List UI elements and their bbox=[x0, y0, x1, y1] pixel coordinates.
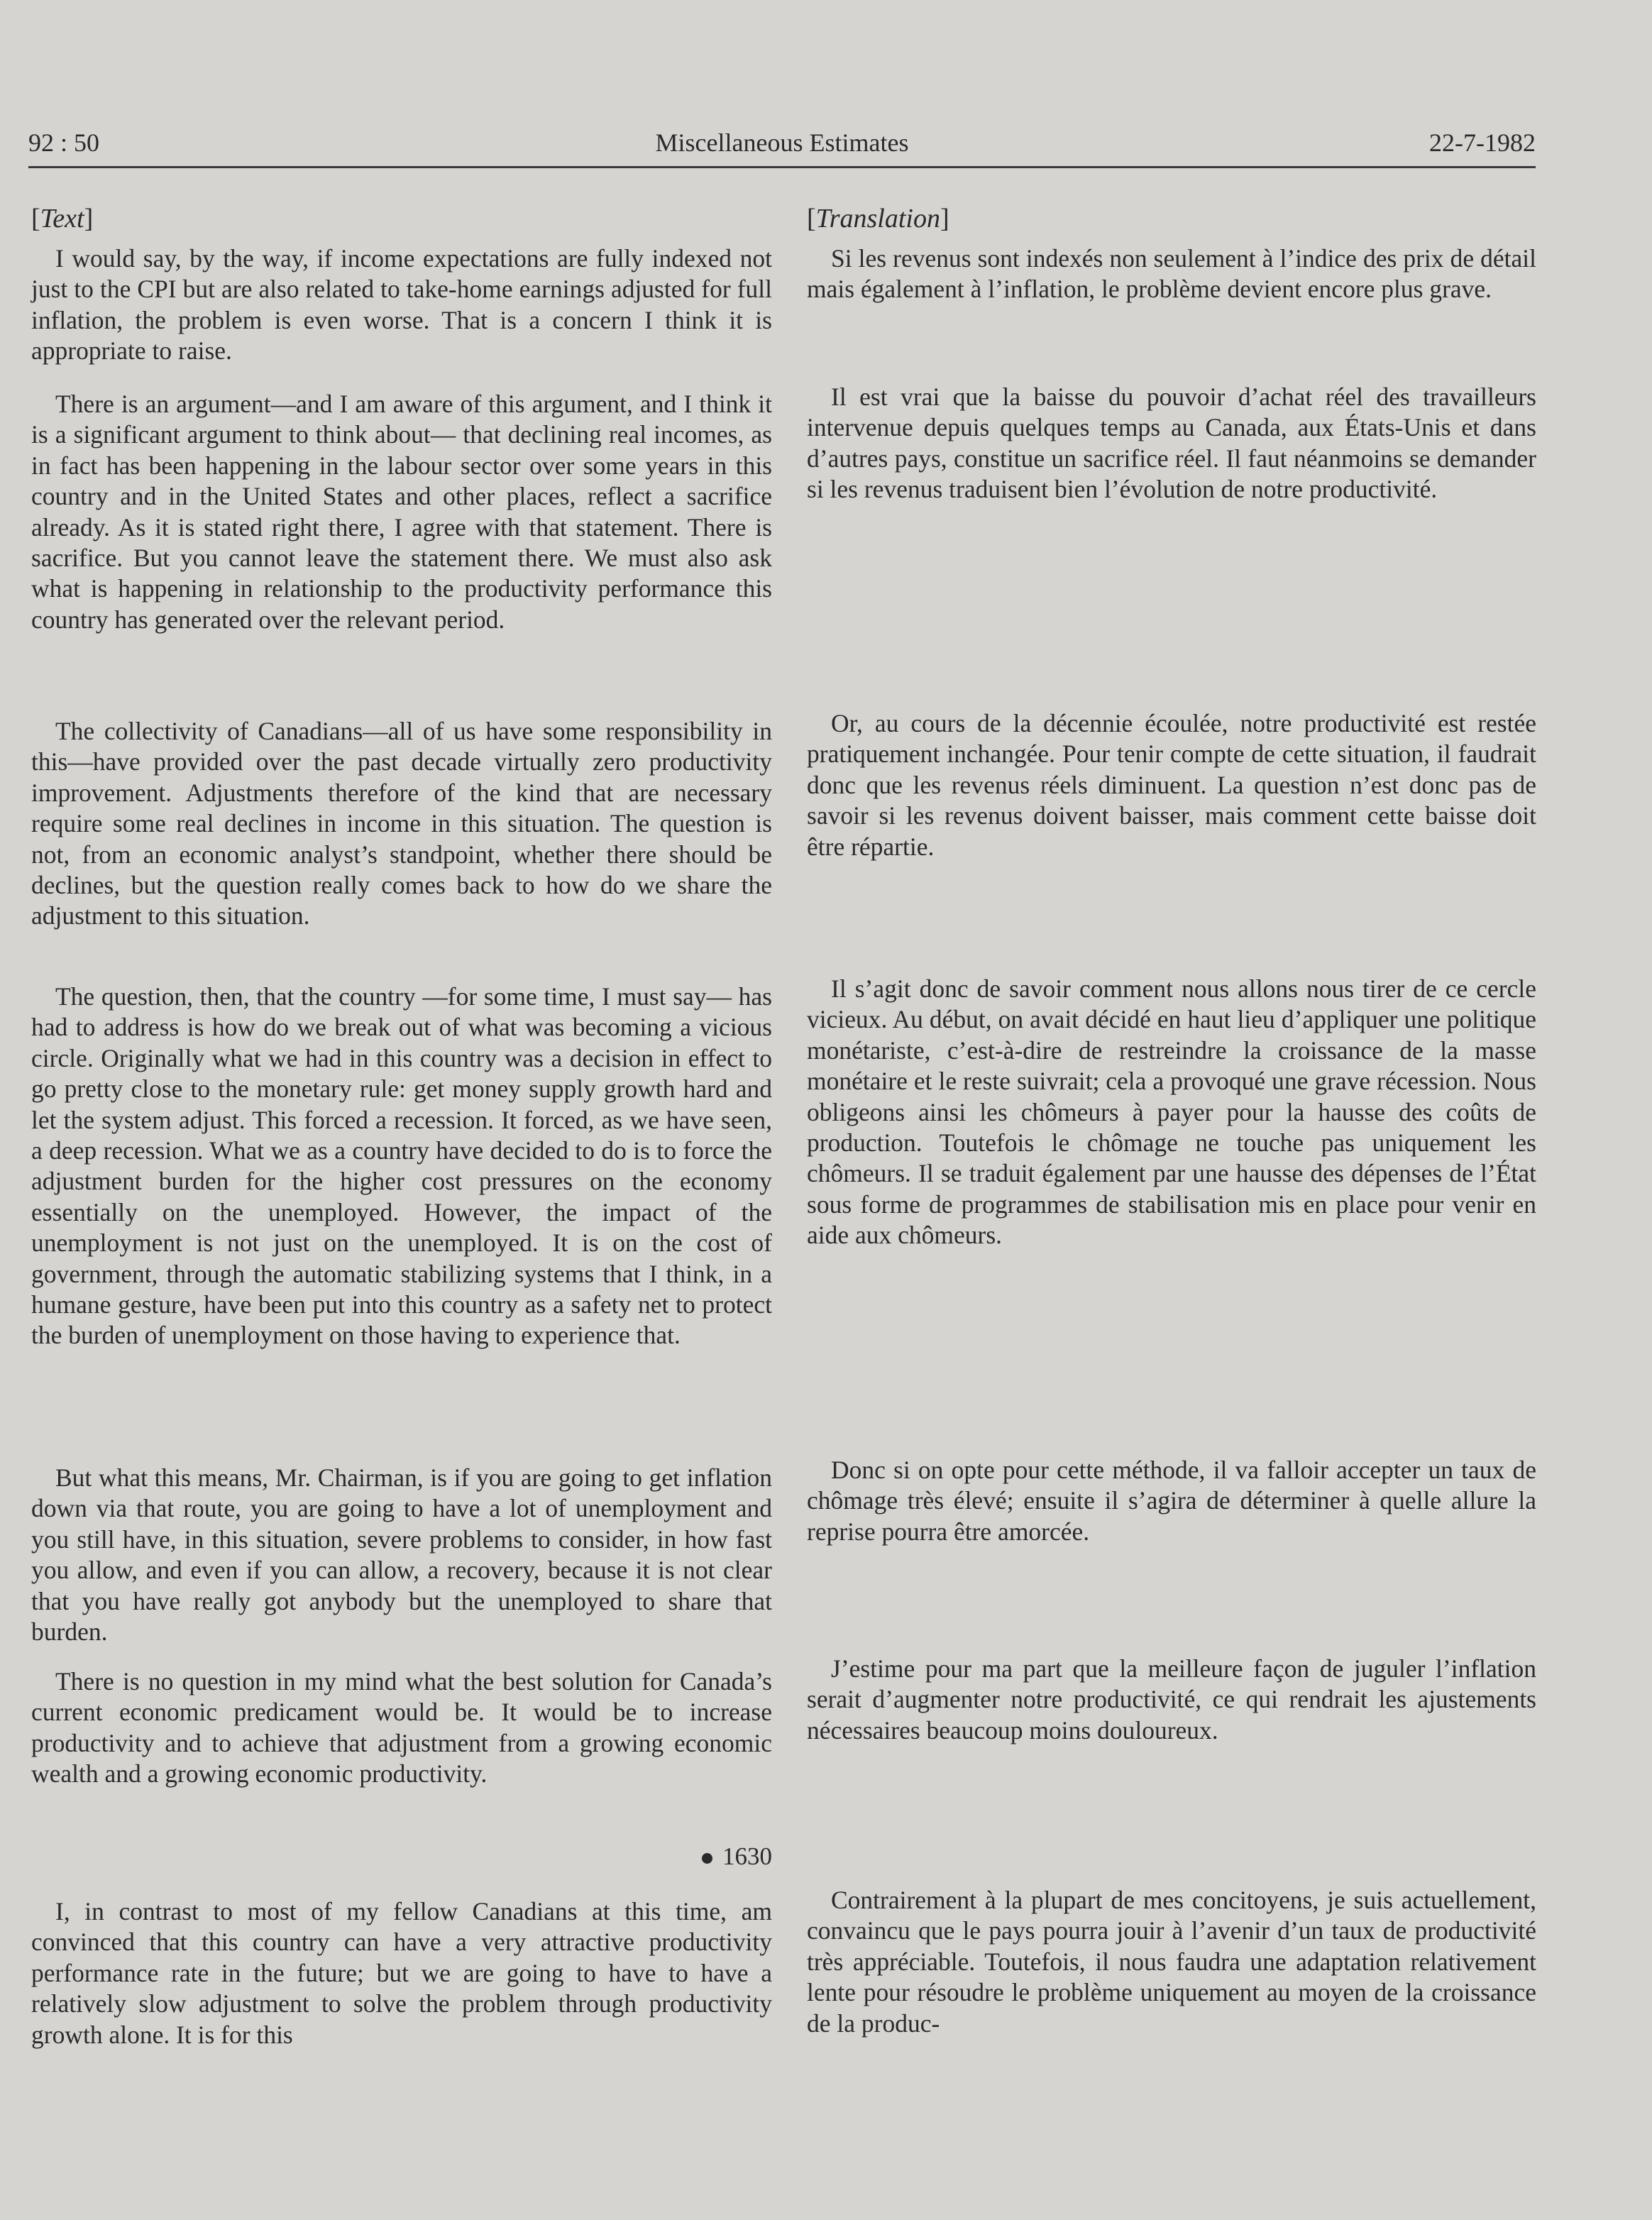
page-header bbox=[28, 125, 1536, 168]
french-paragraph-4: Il s’agit donc de savoir comment nous allons nous tirer de ce cercle vicieux. Au début, on avait décidé en haut lieu d’appliquer une politique monétariste, c’est-à-dire de restreindre la croissance de la masse monétaire et le reste suivrait; cela a provoqué une grave récession. Nous obligeons ainsi les chômeurs à payer pour la hausse des coûts de production. Toutefois le chômage ne touche pas uniquement les chômeurs. Il se traduit également par une hausse des dépenses de l’État sous forme de programmes de stabilisation mis en place pour venir en aide aux chômeurs. bbox=[807, 974, 1536, 1250]
english-paragraph-3: The collectivity of Canadians—all of us have some responsibility in this—have provided over the past decade virtually zero productivity improvement. Adjustments therefore of the kind that are necessary require some real declines in income in this situation. The question is not, from an economic analyst’s standpoint, whether there should be declines, but the question really comes back to how do we share the adjustment to this situation. bbox=[31, 717, 772, 930]
bullet-icon bbox=[702, 1853, 712, 1864]
page-date: 22-7-1982 bbox=[1429, 128, 1536, 157]
time-marker: 1630 bbox=[31, 1841, 772, 1872]
text-label: [Text] bbox=[31, 204, 94, 233]
french-paragraph-7: Contrairement à la plupart de mes concitoyens, je suis actuellement, convaincu que le pays pourra jouir à l’avenir d’un taux de productivité très appréciable. Toutefois, il nous faudra une adaptation relativement lente pour résoudre le problème uniquement au moyen de la croissance de la produc- bbox=[807, 1886, 1536, 2038]
english-paragraph-2: There is an argument—and I am aware of this argument, and I think it is a significant argument to think about— that declining real incomes, as in fact has been happening in the labour sector over some years in this country and in the United States and other places, reflect a sacrifice already. As it is stated right there, I agree with that statement. There is sacrifice. But you cannot leave the statement there. We must also ask what is happening in relationship to the productivity performance this country has generated over the relevant period. bbox=[31, 390, 772, 634]
page-number: 92 : 50 bbox=[28, 128, 100, 157]
french-paragraph-5: Donc si on opte pour cette méthode, il va falloir accepter un taux de chômage très élevé; ensuite il s’agira de déterminer à quelle allure la reprise pourra être amorcée. bbox=[807, 1456, 1536, 1546]
french-paragraph-6: J’estime pour ma part que la meilleure façon de juguler l’inflation serait d’augmenter notre productivité, ce qui rendrait les ajustements nécessaires beaucoup moins douloureux. bbox=[807, 1654, 1536, 1744]
translation-label: [Translation] bbox=[807, 204, 949, 233]
french-paragraph-1: Si les revenus sont indexés non seulement à l’indice des prix de détail mais également à l’inflation, le problème devient encore plus grave. bbox=[807, 244, 1536, 304]
english-paragraph-6: There is no question in my mind what the best solution for Canada’s current economic predicament would be. It would be to increase productivity and to achieve that adjustment from a growing economic wealth and a growing economic productivity. bbox=[31, 1667, 772, 1788]
french-paragraph-2: Il est vrai que la baisse du pouvoir d’achat réel des travailleurs intervenue depuis quelques temps au Canada, aux États-Unis et dans d’autres pays, constitue un sacrifice réel. Il faut néanmoins se demander si les revenus traduisent bien l’évolution de notre productivité. bbox=[807, 383, 1536, 504]
english-paragraph-5: But what this means, Mr. Chairman, is if you are going to get inflation down via that route, you are going to have a lot of unemployment and you still have, in this situation, severe problems to consider, in how fast you allow, and even if you can allow, a recovery, because it is not clear that you have really got anybody but the unemployed to share that burden. bbox=[31, 1463, 772, 1647]
english-paragraph-7: I, in contrast to most of my fellow Canadians at this time, am convinced that this country can have a very attractive productivity performance rate in the future; but we are going to have to have a relatively slow adjustment to solve the problem through productivity growth alone. It is for this bbox=[31, 1897, 772, 2049]
page-title: Miscellaneous Estimates bbox=[655, 128, 909, 157]
english-paragraph-4: The question, then, that the country —for some time, I must say— has had to address is how do we break out of what was becoming a vicious circle. Originally what we had in this country was a decision in effect to go pretty close to the monetary rule: get money supply growth hard and let the system adjust. This forced a recession. It forced, as we have seen, a deep recession. What we as a country have decided to do is to force the adjustment burden for the higher cost pressures on the economy essentially on the unemployed. However, the impact of the unemployment is not just on the unemployed. It is on the cost of government, through the automatic stabilizing systems that I think, in a humane gesture, have been put into this country as a safety net to protect the burden of unemployment on those having to experience that. bbox=[31, 982, 772, 1350]
english-paragraph-1: I would say, by the way, if income expectations are fully indexed not just to the CPI but are also related to take-home earnings adjusted for full inflation, the problem is even worse. That is a concern I think it is appropriate to raise. bbox=[31, 244, 772, 366]
french-paragraph-3: Or, au cours de la décennie écoulée, notre productivité est restée pratiquement inchangée. Pour tenir compte de cette situation, il faudrait donc que les revenus réels diminuent. La question n’est donc pas de savoir si les revenus doivent baisser, mais comment cette baisse doit être répartie. bbox=[807, 709, 1536, 861]
